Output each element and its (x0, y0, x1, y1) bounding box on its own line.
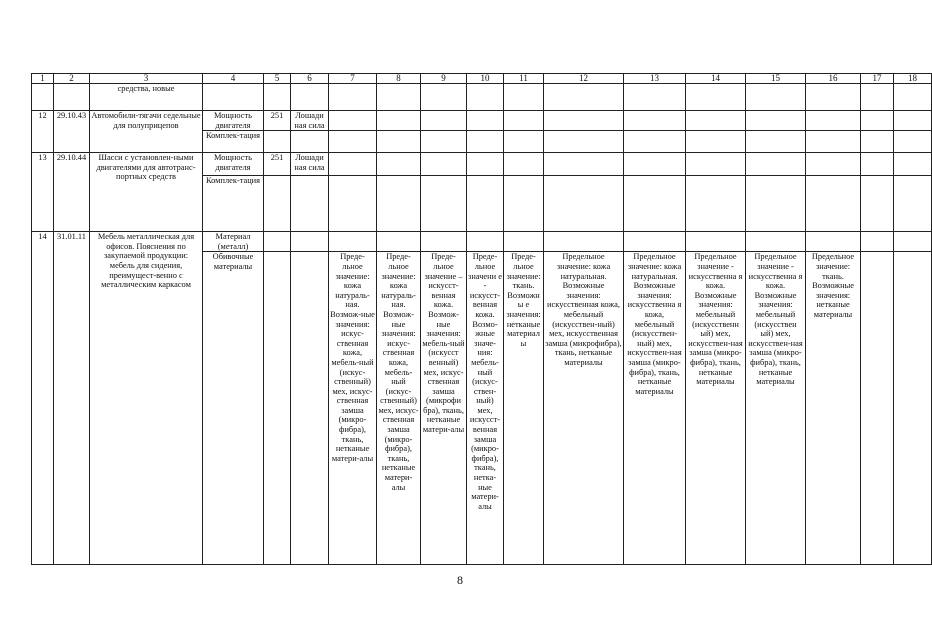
table-row-14-a (32, 232, 932, 252)
okpd-code: 29.10.44 (54, 153, 90, 232)
column-number-row (32, 74, 932, 84)
col-number: 16 (806, 74, 861, 84)
continuation-row (32, 84, 932, 111)
col-number: 9 (421, 74, 467, 84)
value-col-10: Преде-льное значени е - искусст-венная кожа. Возмо-жные значе-ния: мебель-ный (искус-ствен-ный) мех, искусст-венная замша (микро-фибра), ткань, нетка-ные матери-алы (467, 252, 504, 565)
product-name-cell: Мебель металлическая для офисов. Пояснения по закупаемой продукции: мебель для сидения, преимущест-венно с металлическим каркасом (90, 232, 203, 565)
col-number: 4 (203, 74, 264, 84)
col-number: 7 (329, 74, 377, 84)
col-number: 12 (544, 74, 624, 84)
okpd-code: 31.01.11 (54, 232, 90, 565)
col-number: 17 (861, 74, 894, 84)
col-number: 15 (746, 74, 806, 84)
row-number: 13 (32, 153, 54, 232)
value-col-15: Предельное значение - искусственна я кожа. Возможные значения: мебельный (искусствен ый) мех, искусствен-ная замша (микро-фибра), ткань, нетканые материалы (746, 252, 806, 565)
characteristic-cell: Комплек-тация (203, 176, 264, 232)
characteristic-cell: Материал (металл) (203, 232, 264, 252)
requirements-table (31, 73, 932, 565)
col-number: 13 (624, 74, 686, 84)
page-number: 8 (457, 573, 463, 587)
value-cell: 251 (264, 111, 291, 131)
col-number: 8 (377, 74, 421, 84)
characteristic-cell: Комплек-тация (203, 131, 264, 153)
col-number: 11 (504, 74, 544, 84)
value-col-12: Предельное значение: кожа натуральная. Возможные значения: искусственная кожа, мебельный (искусствен-ный) мех, искусственная замша (микрофибра), ткань, нетканые материалы (544, 252, 624, 565)
characteristic-cell: Мощность двигателя (203, 153, 264, 176)
table-row-12-a (32, 111, 932, 131)
value-col-13: Предельное значение: кожа натуральная. Возможные значения: искусственна я кожа, мебельный (искусствен-ный) мех, искусствен-ная замша (микро-фибра), ткань, нетканые материалы (624, 252, 686, 565)
product-name-cell: Шасси с установлен-ными двигателями для автотранс-портных средств (90, 153, 203, 232)
okpd-code: 29.10.43 (54, 111, 90, 153)
value-col-9: Преде-льное значение – искусст-венная кожа. Возмож-ные значения: мебель-ный (искусст венный) мех, искус-ственная замша (микрофи бра), ткань, нетканые матери-алы (421, 252, 467, 565)
product-name-cell: средства, новые (90, 84, 203, 111)
value-col-16: Предельное значение: ткань. Возможные значения: нетканые материалы (806, 252, 861, 565)
value-col-14: Предельное значение - искусственна я кожа. Возможные значения: мебельный (искусственн ый) мех, искусствен-ная замша (микро-фибра), ткань, нетканые материалы (686, 252, 746, 565)
col-number: 2 (54, 74, 90, 84)
col-number: 3 (90, 74, 203, 84)
col-number: 5 (264, 74, 291, 84)
row-number: 14 (32, 232, 54, 565)
product-name-cell: Автомобили-тягачи седельные для полуприцепов (90, 111, 203, 153)
col-number: 10 (467, 74, 504, 84)
value-col-8: Преде-льное значение: кожа натураль-ная. Возмож-ные значения: искус-ственная кожа, мебель-ный (искус-ственный) мех, искус-ственная замша (микро-фибра), ткань, нетканые матери-алы (377, 252, 421, 565)
unit-cell: Лошади ная сила (291, 111, 329, 131)
value-cell: 251 (264, 153, 291, 176)
col-number: 18 (894, 74, 932, 84)
col-number: 1 (32, 74, 54, 84)
characteristic-cell: Мощность двигателя (203, 111, 264, 131)
col-number: 6 (291, 74, 329, 84)
characteristic-cell: Обивочные материалы (203, 252, 264, 565)
unit-cell: Лошади ная сила (291, 153, 329, 176)
table-row-13-a (32, 153, 932, 176)
row-number: 12 (32, 111, 54, 153)
col-number: 14 (686, 74, 746, 84)
value-col-11: Преде-льное значение: ткань. Возможны е значения: нетканые материал ы (504, 252, 544, 565)
value-col-7: Преде-льное значение: кожа натураль-ная. Возмож-ные значения: искус-ственная кожа, мебель-ный (искус-ственный) мех, искус-ственная замша (микро-фибра), ткань, нетканые матери-алы (329, 252, 377, 565)
